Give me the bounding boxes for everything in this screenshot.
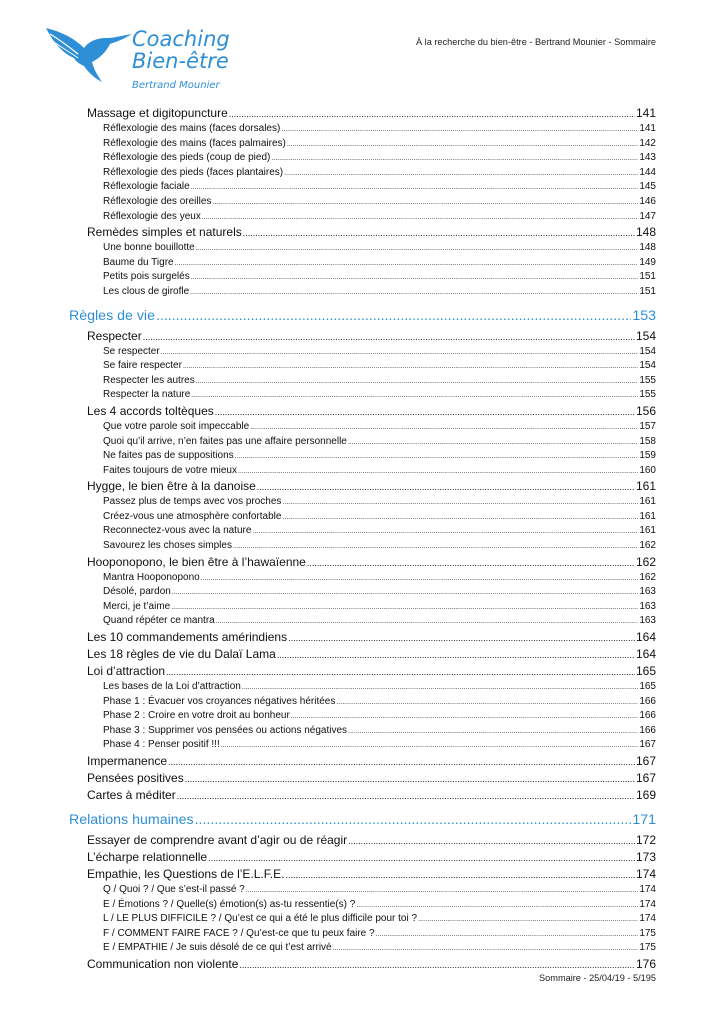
toc-entry-page: 155	[639, 389, 656, 401]
toc-entry[interactable]	[69, 663, 656, 680]
toc-entry-title: Merci, je t’aime	[103, 600, 171, 612]
dot-leader	[243, 224, 635, 242]
dot-leader	[257, 478, 635, 496]
toc-entry-page: 174	[635, 867, 656, 881]
toc-entry[interactable]	[69, 495, 656, 510]
dot-leader	[195, 810, 632, 830]
toc-entry-title: Ne faites pas de suppositions	[103, 450, 234, 462]
toc-entry[interactable]	[69, 941, 656, 956]
toc-entry-page: 165	[639, 681, 656, 693]
dot-leader	[166, 663, 635, 681]
toc-entry-title: Réflexologie des mains (faces dorsales)	[103, 123, 281, 134]
dot-leader	[376, 927, 639, 943]
dot-leader	[185, 770, 635, 788]
toc-entry-title: Se respecter	[103, 345, 160, 357]
toc-entry-title: Communication non violente	[87, 956, 239, 971]
toc-entry-title: L’écharpe relationnelle	[87, 850, 208, 864]
toc-entry[interactable]	[69, 306, 656, 326]
toc-entry-page: 167	[635, 754, 656, 768]
toc-entry[interactable]	[69, 695, 656, 710]
toc-entry-page: 162	[639, 540, 656, 552]
toc-entry-title: Essayer de comprendre avant d’agir ou de réagir	[87, 833, 348, 847]
toc-entry-title: Les bases de la Loi d’attraction	[103, 681, 241, 693]
toc-entry-title: Réflexologie des oreilles	[103, 195, 212, 207]
dot-leader	[212, 195, 638, 211]
toc-entry[interactable]	[69, 464, 656, 479]
dot-leader	[235, 449, 639, 465]
toc-entry-title: E / Émotions ? / Quelle(s) émotion(s) as-tu ressentie(s) ?	[103, 898, 356, 910]
toc-entry[interactable]	[69, 345, 656, 360]
toc-entry-page: 151	[639, 271, 656, 283]
toc-entry-title: Réflexologie des yeux	[103, 210, 201, 222]
dot-leader	[191, 270, 639, 286]
dot-leader	[229, 105, 635, 123]
toc-entry-page: 174	[639, 913, 656, 925]
toc-entry[interactable]	[69, 646, 656, 663]
logo-line1: Coaching	[132, 27, 230, 51]
toc-entry-page: 141	[635, 106, 656, 120]
toc-entry-title: Respecter les autres	[103, 374, 195, 386]
toc-entry[interactable]	[69, 724, 656, 739]
running-title: À la recherche du bien-être - Bertrand Mounier - Sommaire	[415, 37, 656, 47]
toc-entry-page: 148	[639, 242, 656, 254]
toc-entry[interactable]	[69, 832, 656, 849]
toc-entry[interactable]	[69, 449, 656, 464]
toc-entry[interactable]	[69, 241, 656, 256]
toc-entry[interactable]	[69, 435, 656, 450]
dot-leader	[333, 941, 639, 957]
toc-entry-title: Les clous de girofle	[103, 285, 190, 297]
toc-entry-title: Cartes à méditer	[87, 788, 176, 802]
toc-entry-page: 162	[639, 571, 656, 583]
dot-leader	[175, 256, 639, 272]
toc-entry[interactable]	[69, 210, 656, 225]
toc-entry-page: 160	[639, 464, 656, 476]
toc-entry-page: 156	[635, 403, 656, 418]
logo-title	[132, 28, 230, 72]
dot-leader	[202, 210, 638, 226]
toc-entry-page: 161	[635, 479, 656, 494]
toc-entry-title: Mantra Hooponopono	[103, 571, 200, 583]
toc-entry-page: 176	[635, 956, 656, 971]
toc-entry-title: Les 4 accords toltèques	[87, 403, 214, 418]
toc-entry[interactable]	[69, 554, 656, 571]
toc-entry[interactable]	[69, 571, 656, 586]
dot-leader	[177, 787, 635, 805]
dot-leader	[171, 600, 638, 616]
toc-entry[interactable]	[69, 810, 656, 830]
toc-entry[interactable]	[69, 883, 656, 898]
toc-entry-page: 151	[639, 285, 656, 297]
toc-entry-title: Réflexologie des pieds (coup de pied)	[103, 152, 271, 164]
toc-entry-page: 145	[639, 181, 656, 193]
toc-entry-page: 157	[639, 420, 656, 432]
toc-entry[interactable]	[69, 614, 656, 629]
toc-entry-page: 163	[639, 615, 656, 627]
dot-leader	[348, 832, 635, 850]
dot-leader	[282, 495, 638, 511]
toc-entry[interactable]	[69, 787, 656, 804]
toc-entry-page: 149	[639, 256, 656, 268]
table-of-contents	[69, 105, 656, 973]
toc-entry-title: Pensées positives	[87, 771, 184, 785]
toc-entry-page: 148	[635, 225, 656, 240]
dot-leader	[196, 241, 639, 257]
dot-leader	[221, 738, 639, 754]
toc-entry-page: 175	[639, 927, 656, 939]
toc-entry[interactable]	[69, 374, 656, 389]
toc-entry-page: 172	[635, 833, 656, 847]
dot-leader	[196, 374, 639, 390]
toc-entry-title: Passez plus de temps avec vos proches	[103, 496, 282, 508]
dot-leader	[238, 464, 638, 480]
toc-entry-title: Une bonne bouillotte	[103, 242, 195, 254]
toc-entry[interactable]	[69, 359, 656, 374]
toc-entry-page: 166	[639, 695, 656, 707]
toc-entry[interactable]	[69, 105, 656, 122]
toc-entry[interactable]	[69, 224, 656, 241]
toc-entry-page: 154	[635, 328, 656, 343]
toc-entry-title: Massage et digitopuncture	[87, 106, 228, 120]
toc-entry-title: Les 18 règles de vie du Dalaï Lama	[87, 647, 276, 662]
toc-entry[interactable]	[69, 738, 656, 753]
toc-entry[interactable]	[69, 912, 656, 927]
toc-entry-page: 174	[639, 898, 656, 910]
dot-leader	[356, 898, 638, 914]
dot-leader	[172, 585, 638, 601]
toc-entry[interactable]	[69, 524, 656, 539]
dot-leader	[348, 724, 638, 740]
toc-entry-page: 167	[635, 771, 656, 785]
toc-entry-page: 158	[639, 435, 656, 447]
toc-entry-title: Désolé, pardon	[103, 586, 171, 598]
toc-entry-title: Respecter	[87, 328, 142, 343]
toc-entry-page: 171	[632, 812, 656, 828]
toc-entry-page: 142	[639, 137, 656, 149]
toc-entry[interactable]	[69, 680, 656, 695]
toc-entry-title: Phase 2 : Croire en votre droit au bonheur	[103, 710, 290, 722]
toc-entry-page: 161	[639, 496, 656, 508]
dot-leader	[233, 539, 638, 555]
dot-leader	[282, 510, 638, 526]
toc-entry-page: 167	[639, 739, 656, 751]
dot-leader	[246, 883, 639, 899]
dot-leader	[143, 328, 635, 346]
toc-entry-title: Quand répéter ce mantra	[103, 615, 215, 627]
dot-leader	[291, 709, 639, 725]
logo-line2: Bien-être	[132, 49, 229, 73]
toc-entry-page: 169	[635, 788, 656, 802]
dot-leader	[336, 695, 638, 711]
toc-entry[interactable]	[69, 403, 656, 420]
dot-leader	[418, 912, 638, 928]
toc-entry-title: Faites toujours de votre mieux	[103, 464, 237, 476]
dot-leader	[239, 956, 635, 974]
dot-leader	[191, 388, 638, 404]
dot-leader	[215, 403, 635, 421]
toc-entry-title: Empathie, les Questions de l’E.L.F.E.	[87, 867, 285, 881]
toc-entry[interactable]	[69, 898, 656, 913]
toc-entry-page: 141	[639, 123, 656, 134]
toc-entry-title: Hooponopono, le bien être à l’hawaïenne	[87, 554, 306, 569]
dot-leader	[156, 306, 631, 326]
dot-leader	[183, 359, 638, 375]
toc-entry-page: 175	[639, 942, 656, 954]
toc-entry-title: Impermanence	[87, 754, 168, 768]
toc-entry-page: 162	[635, 554, 656, 569]
toc-entry-title: Les 10 commandements amérindiens	[87, 630, 288, 645]
toc-entry-page: 161	[639, 525, 656, 537]
toc-entry-title: Phase 3 : Supprimer vos pensées ou actions négatives	[103, 724, 348, 736]
toc-entry-page: 154	[639, 345, 656, 357]
toc-entry-page: 163	[639, 586, 656, 598]
toc-entry-title: L / LE PLUS DIFFICILE ? / Qu’est ce qui a été le plus difficile pour toi ?	[103, 913, 418, 925]
toc-entry-title: F / COMMENT FAIRE FACE ? / Qu’est-ce que tu peux faire ?	[103, 927, 375, 939]
toc-entry-title: Que votre parole soit impeccable	[103, 420, 250, 432]
toc-entry[interactable]	[69, 285, 656, 300]
toc-entry-title: Petits pois surgelés	[103, 271, 190, 283]
toc-entry-title: Hygge, le bien être à la danoise	[87, 479, 256, 494]
toc-entry-page: 159	[639, 450, 656, 462]
toc-entry-page: 173	[635, 850, 656, 864]
toc-entry-page: 166	[639, 710, 656, 722]
toc-entry[interactable]	[69, 166, 656, 181]
toc-entry[interactable]	[69, 328, 656, 345]
toc-entry[interactable]	[69, 256, 656, 271]
toc-entry[interactable]	[69, 195, 656, 210]
dot-leader	[348, 435, 638, 451]
toc-entry-page: 143	[639, 152, 656, 164]
toc-entry-title: Baume du Tigre	[103, 256, 174, 268]
toc-entry[interactable]	[69, 510, 656, 525]
toc-entry-page: 161	[639, 510, 656, 522]
toc-entry[interactable]	[69, 539, 656, 554]
toc-entry-page: 165	[635, 664, 656, 679]
dot-leader	[307, 554, 635, 572]
toc-entry[interactable]	[69, 151, 656, 166]
dot-leader	[208, 849, 635, 867]
dot-leader	[216, 614, 639, 630]
toc-entry[interactable]	[69, 866, 656, 883]
toc-entry-title: Reconnectez-vous avec la nature	[103, 525, 252, 537]
toc-entry-title: Loi d’attraction	[87, 664, 166, 679]
dot-leader	[287, 137, 638, 153]
dot-leader	[190, 285, 638, 301]
toc-entry-page: 164	[635, 630, 656, 645]
dot-leader	[271, 151, 638, 167]
toc-entry[interactable]	[69, 956, 656, 973]
dot-leader	[191, 180, 639, 196]
dot-leader	[250, 420, 638, 436]
toc-entry[interactable]	[69, 585, 656, 600]
dot-leader	[284, 166, 638, 182]
toc-entry[interactable]	[69, 478, 656, 495]
toc-entry-title: Réflexologie des pieds (faces plantaires)	[103, 166, 284, 178]
toc-entry[interactable]	[69, 849, 656, 866]
toc-entry-page: 164	[635, 647, 656, 662]
toc-entry-title: Se faire respecter	[103, 360, 182, 372]
toc-entry[interactable]	[69, 600, 656, 615]
toc-entry[interactable]	[69, 753, 656, 770]
toc-entry-page: 153	[632, 307, 656, 324]
toc-entry-page: 163	[639, 600, 656, 612]
dot-leader	[242, 680, 638, 696]
dot-leader	[285, 866, 635, 884]
page-footer: Sommaire - 25/04/19 - 5/195	[539, 973, 656, 983]
toc-entry[interactable]	[69, 927, 656, 942]
toc-entry-title: Remèdes simples et naturels	[87, 225, 242, 240]
toc-entry[interactable]	[69, 270, 656, 285]
toc-entry-page: 146	[639, 195, 656, 207]
toc-entry-title: Phase 1 : Évacuer vos croyances négatives héritées	[103, 695, 336, 707]
toc-entry[interactable]	[69, 137, 656, 152]
dot-leader	[161, 345, 639, 361]
dot-leader	[252, 524, 638, 540]
toc-entry[interactable]	[69, 420, 656, 435]
toc-entry-page: 144	[639, 166, 656, 178]
dot-leader	[168, 753, 635, 771]
dot-leader	[281, 122, 638, 138]
toc-entry-title: Règles de vie	[69, 307, 155, 324]
toc-entry-page: 147	[639, 210, 656, 222]
toc-entry-page: 155	[639, 374, 656, 386]
dot-leader	[277, 646, 635, 664]
toc-entry-page: 154	[639, 360, 656, 372]
toc-entry-title: Respecter la nature	[103, 389, 191, 401]
toc-entry-page: 174	[639, 884, 656, 895]
dot-leader	[201, 571, 639, 587]
toc-entry-title: Q / Quoi ? / Que s’est-il passé ?	[103, 884, 245, 895]
toc-entry-title: Phase 4 : Penser positif !!!	[103, 739, 220, 751]
toc-entry-title: Réflexologie faciale	[103, 181, 190, 193]
logo-author: Bertrand Mounier	[132, 80, 220, 91]
toc-entry-title: E / EMPATHIE / Je suis désolé de ce qui t’est arrivé	[103, 942, 332, 954]
logo	[44, 24, 244, 100]
toc-entry[interactable]	[69, 629, 656, 646]
toc-entry-title: Quoi qu’il arrive, n’en faites pas une affaire personnelle	[103, 435, 347, 447]
toc-entry[interactable]	[69, 388, 656, 403]
toc-entry[interactable]	[69, 770, 656, 787]
toc-entry-title: Réflexologie des mains (faces palmaires)	[103, 137, 286, 149]
toc-entry-title: Relations humaines	[69, 812, 194, 828]
toc-entry[interactable]	[69, 122, 656, 137]
dot-leader	[288, 629, 635, 647]
toc-entry-title: Créez-vous une atmosphère confortable	[103, 510, 282, 522]
toc-entry-page: 166	[639, 724, 656, 736]
toc-entry[interactable]	[69, 709, 656, 724]
toc-entry[interactable]	[69, 180, 656, 195]
hummingbird-icon	[44, 24, 136, 84]
toc-entry-title: Savourez les choses simples	[103, 540, 232, 552]
